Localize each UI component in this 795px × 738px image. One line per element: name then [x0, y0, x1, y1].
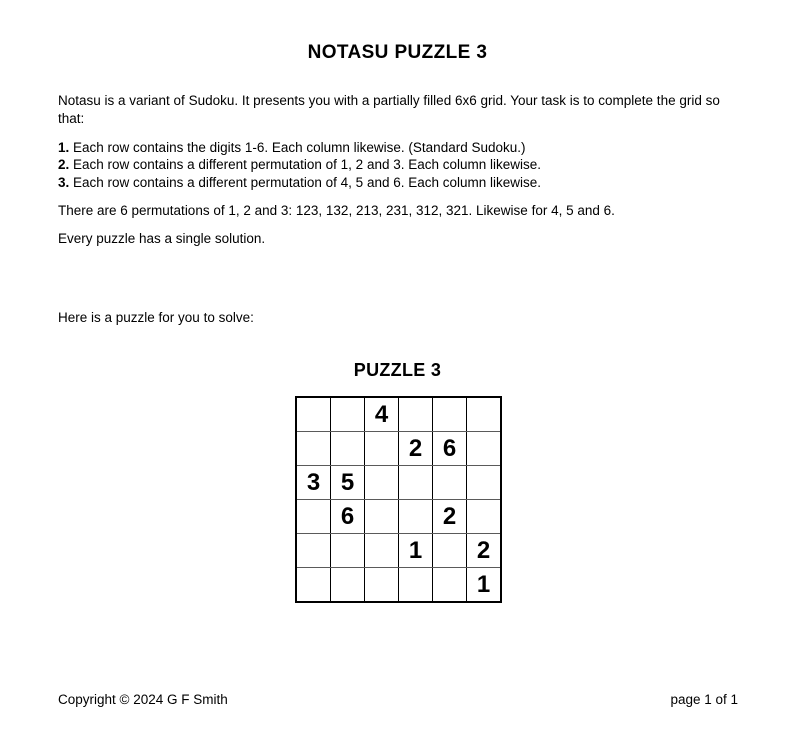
- grid-cell-empty: [296, 432, 331, 466]
- grid-cell-empty: [399, 568, 433, 603]
- grid-cell-empty: [365, 466, 399, 500]
- permutations-note: There are 6 permutations of 1, 2 and 3: 123, 132, 213, 231, 312, 321. Likewise for 4, 5 and 6.: [58, 203, 615, 218]
- solution-note: Every puzzle has a single solution.: [58, 231, 266, 246]
- puzzle-heading: PUZZLE 3: [353, 360, 442, 380]
- grid-cell-empty: [365, 534, 399, 568]
- intro-paragraph: Notasu is a variant of Sudoku. It presents you with a partially filled 6x6 grid. Your task is to complete the grid so that:: [58, 93, 720, 126]
- rule-number: 3.: [58, 174, 70, 190]
- grid-cell-empty: [296, 568, 331, 603]
- grid-cell-empty: [331, 534, 365, 568]
- page-title: NOTASU PUZZLE 3: [307, 42, 488, 63]
- grid-cell-empty: [467, 432, 502, 466]
- puzzle-grid: [295, 396, 502, 603]
- grid-cell-empty: [433, 466, 467, 500]
- page-footer: [58, 692, 738, 707]
- rule-text: Each row contains a different permutation of 1, 2 and 3. Each column likewise.: [69, 157, 542, 173]
- rules-list: [58, 139, 541, 191]
- grid-cell-given: 5: [331, 466, 365, 500]
- page-indicator: page 1 of 1: [670, 692, 738, 707]
- grid-row: [296, 534, 501, 568]
- rule-item-1: [58, 139, 541, 156]
- grid-row: [296, 568, 501, 603]
- puzzle-prompt: Here is a puzzle for you to solve:: [58, 310, 254, 325]
- grid-cell-given: 2: [433, 500, 467, 534]
- grid-cell-given: 4: [365, 397, 399, 432]
- grid-cell-empty: [296, 397, 331, 432]
- rule-item-3: [58, 174, 541, 191]
- grid-cell-empty: [296, 534, 331, 568]
- grid-row: [296, 500, 501, 534]
- grid-row: [296, 397, 501, 432]
- grid-cell-empty: [331, 432, 365, 466]
- grid-cell-given: 6: [331, 500, 365, 534]
- rule-text: Each row contains the digits 1-6. Each column likewise. (Standard Sudoku.): [69, 140, 526, 155]
- grid-cell-empty: [399, 397, 433, 432]
- rule-number: 1.: [58, 140, 70, 155]
- grid-cell-empty: [433, 534, 467, 568]
- grid-cell-empty: [467, 466, 502, 500]
- grid-cell-empty: [433, 397, 467, 432]
- grid-cell-empty: [331, 568, 365, 603]
- rule-text: Each row contains a different permutation of 4, 5 and 6. Each column likewise.: [69, 174, 542, 190]
- copyright-text: Copyright © 2024 G F Smith: [58, 692, 228, 707]
- rule-number: 2.: [58, 157, 70, 173]
- grid-cell-empty: [467, 500, 502, 534]
- grid-cell-given: 3: [296, 466, 331, 500]
- grid-cell-empty: [399, 466, 433, 500]
- grid-cell-given: 2: [467, 534, 502, 568]
- grid-cell-empty: [331, 397, 365, 432]
- grid-cell-empty: [296, 500, 331, 534]
- rule-item-2: [58, 156, 541, 173]
- grid-cell-empty: [365, 500, 399, 534]
- grid-cell-given: 6: [433, 432, 467, 466]
- grid-cell-empty: [399, 500, 433, 534]
- grid-cell-given: 1: [399, 534, 433, 568]
- grid-cell-given: 2: [399, 432, 433, 466]
- grid-row: [296, 466, 501, 500]
- grid-cell-empty: [467, 397, 502, 432]
- grid-row: [296, 432, 501, 466]
- grid-cell-given: 1: [467, 568, 502, 603]
- grid-cell-empty: [365, 568, 399, 603]
- grid-cell-empty: [365, 432, 399, 466]
- grid-cell-empty: [433, 568, 467, 603]
